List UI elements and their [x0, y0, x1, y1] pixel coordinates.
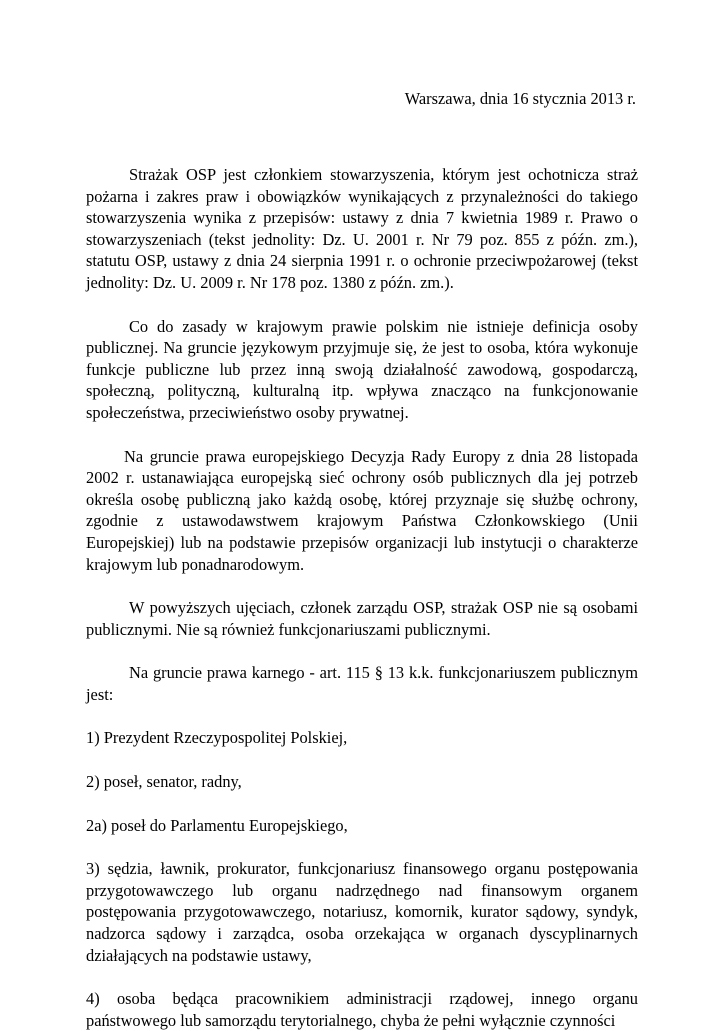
- list-item: 2a) poseł do Parlamentu Europejskiego,: [86, 815, 348, 835]
- list-item: 1) Prezydent Rzeczypospolitej Polskiej,: [86, 728, 348, 748]
- public-official-list: [86, 727, 638, 1031]
- paragraph-conclusion: W powyższych ujęciach, członek zarządu OSP, strażak OSP nie są osobami publicznymi. Nie są również funkcjonariuszami publicznymi.: [86, 598, 638, 639]
- list-item: 2) poseł, senator, radny,: [86, 772, 242, 792]
- paragraph-criminal-law: Na gruncie prawa karnego - art. 115 § 13 k.k. funkcjonariuszem publicznym jest:: [86, 663, 638, 704]
- paragraph-osp-membership: Strażak OSP jest członkiem stowarzyszenia, którym jest ochotnicza straż pożarna i zakres praw i obowiązków wynikających z przynależności do takiego stowarzyszenia wynika z przepisów: ustawy z dnia 7 kwietnia 1989 r. Prawo o stowarzyszeniach (tekst jednolity: Dz. U. 2001 r. Nr 79 poz. 855 z późn. zm.), statutu OSP, ustawy z dnia 24 sierpnia 1991 r. o ochronie przeciwpożarowej (tekst jednolity: Dz. U. 2009 r. Nr 178 poz. 1380 z późn. zm.).: [86, 165, 638, 292]
- document-body: [86, 164, 638, 1031]
- list-item: 4) osoba będąca pracownikiem administracji rządowej, innego organu państwowego lub samorządu terytorialnego, chyba że pełni wyłącznie czynności: [86, 989, 638, 1030]
- date-line: Warszawa, dnia 16 stycznia 2013 r.: [404, 89, 636, 108]
- list-item: 3) sędzia, ławnik, prokurator, funkcjonariusz finansowego organu postępowania przygotowawczego lub organu nadrzędnego nad finansowym organem postępowania przygotowawczego, notariusz, komornik, kurator sądowy, syndyk, nadzorca sądowy i zarządca, osoba orzekająca w organach dyscyplinarnych działających na podstawie ustawy,: [86, 859, 638, 965]
- paragraph-european-law: Na gruncie prawa europejskiego Decyzja Rady Europy z dnia 28 listopada 2002 r. ustanawiająca europejską sieć ochrony osób publicznych dla jej potrzeb określa osobę publiczną jako każdą osobę, której przyznaje się służbę ochrony, zgodnie z ustawodawstwem krajowym Państwa Członkowskiego (Unii Europejskiej) lub na podstawie przepisów organizacji lub instytucji o charakterze krajowym lub ponadnarodowym.: [86, 446, 638, 574]
- paragraph-public-person-definition: Co do zasady w krajowym prawie polskim nie istnieje definicja osoby publicznej. Na gruncie językowym przyjmuje się, że jest to osoba, która wykonuje funkcje publiczne lub przez inną swoją działalność zawodową, gospodarczą, społeczną, polityczną, kulturalną itp. wpływa znacząco na funkcjonowanie społeczeństwa, przeciwieństwo osoby prywatnej.: [86, 316, 638, 422]
